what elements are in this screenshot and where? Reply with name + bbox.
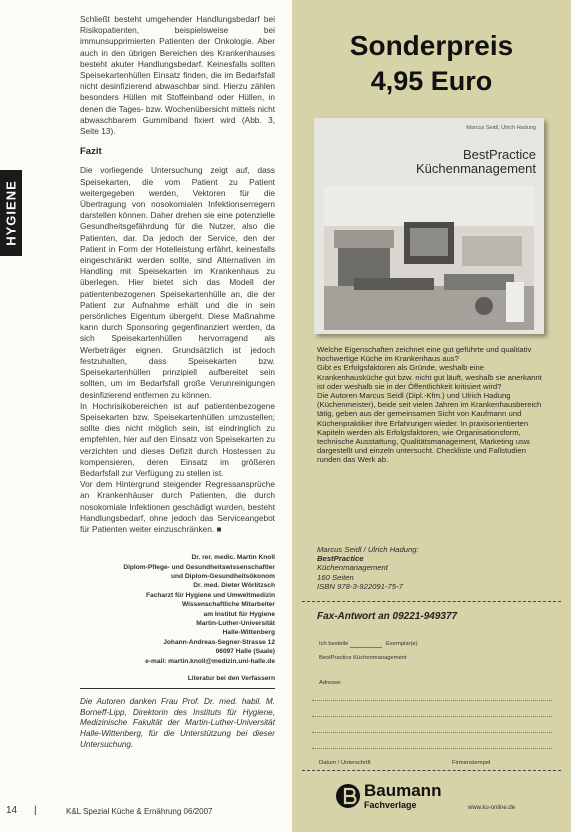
- author-line: Facharzt für Hygiene und Umweltmedizin: [146, 591, 275, 599]
- address-line[interactable]: [312, 700, 552, 701]
- acknowledgement: Die Autoren danken Frau Prof. Dr. med. habil. M. Borneff-Lipp, Direktorin des Instituts für Hygiene, Medizinische Fakultät der Martin-Luther-Universität Halle-Wittenberg, für die Unterstützung bei dieser Untersuchung.: [80, 697, 275, 749]
- author-line: Diplom-Pflege- und Gesundheitswissenschaftler: [123, 563, 275, 571]
- article-heading-fazit: Fazit: [80, 146, 102, 158]
- author-email[interactable]: e-mail: martin.knoll@medizin.uni-halle.de: [145, 657, 275, 665]
- ad-description-3: Die Autoren Marcus Seidl (Dipl.-Kfm.) und Ulrich Hadung (Küchenmeister), beide seit vielen Jahren im Krankenhausbereich tätig, geben aus der gemeinsamen Sicht von Kaufmann und Küchenpraktiker ihre Erfahrungen wieder. In praxisorientierten Kapiteln werden als Erfolgsfaktoren, wie Organisationsform, technische Ausstattung, Qualitätsmanagement, Marketing usw. dargestellt und einzeln untersucht. Checkliste und Fallstudien runden das Werk ab.: [317, 391, 542, 465]
- section-tab-label: HYGIENE: [3, 180, 19, 246]
- article-paragraph-1: Die vorliegende Untersuchung zeigt auf, dass Speisekarten, die vom Patient zu Patient weitergegeben werden, Vektoren für die Übertragung von nosokomialen Infektionserregern darstellen können. Daher drehen sie eine potenzielle Gesundheitsgefährdung für die Nutzer, also die Patienten, dar. Da jedoch der Service, den der Patient in Form der Hotelleistung erfährt, keinesfalls eingeschränkt werden sollte, sind Alternativen im Handling mit Speisekarten im Krankenhaus zu überlegen. Hier bietet sich das Modell der patientenbezogenen Speisekartenhülle an, die der Patient zur Aufnahme erhält und die in sein persönliches Eigentum übergeht. Diese Maßnahme kann durch Sponsoring gegenfinanziert werden, da sich Speisekartenhüllen hervorragend als Werbeträger eignen. Grundsätzlich ist jedoch festzuhalten, dass Speisekarten bzw. Speisekartenhüllen prinzipiell aufbereitet sein sollten, um im Bedarfsfall große Verunreinigungen desinfizierend entfernen zu können.: [80, 165, 275, 400]
- section-tab-hygiene: [0, 170, 22, 256]
- article-paragraph-3: Vor dem Hintergrund steigender Regressansprüche an Krankenhäuser durch Patienten, die durch nosokomiale Infektionen geschädigt wurden, besteht Handlungsbedarf, ohne jedoch das Serviceangebot für Patienten weiter einzuschränken. ■: [80, 479, 275, 534]
- author-line: Johann-Andreas-Segner-Strasse 12: [163, 638, 275, 646]
- publisher-subtitle: Fachverlage: [364, 800, 417, 810]
- book-details: [317, 545, 547, 591]
- article-intro: Schließt besteht umgehender Handlungsbedarf bei Risikopatienten, beispielsweise bei immunsupprimierten Patienten der Onkologie. Aber auch in den übrigen Bereichen des Krankenhauses besteht akuter Handlungsbedarf. Keinesfalls sollten Speisekartenhüllen Einsatz finden, die im Bedarfsfall nicht desinfizierend abwaschbar sind. Hierzu zählen besonders Hüllen mit Stoffeinband oder Hüllen, in denen die Tages- bzw. Wochenübersicht mittels nicht abwaschbarem Gummiband fixiert wird (Abb. 3, Seite 13).: [80, 14, 275, 137]
- book-title-line: Küchenmanagement: [416, 161, 536, 176]
- publication-name: K&L Spezial Küche & Ernährung 06/2007: [66, 807, 213, 816]
- ad-price: 4,95 Euro: [370, 66, 493, 96]
- copies-label: Exemplar(e): [386, 641, 418, 647]
- ad-description-2: Gibt es Erfolgsfaktoren als Gründe, weshalb eine Krankenhausküche gut bzw. nicht gut läuft, weshalb sie anerkannt ist oder weshalb sie in der Öffentlichkeit kritisiert wird?: [317, 363, 542, 391]
- publisher-name: Baumann: [364, 781, 442, 800]
- author-line: Dr. rer. medic. Martin Knoll: [191, 554, 275, 562]
- book-meta-authors: Marcus Seidl / Ulrich Hadung:: [317, 545, 419, 554]
- address-line[interactable]: [312, 716, 552, 717]
- footer-separator: |: [34, 805, 37, 816]
- author-line: 06097 Halle (Saale): [215, 648, 275, 656]
- author-block: [80, 553, 275, 666]
- cut-line: [302, 601, 561, 602]
- address-label: Adresse:: [319, 680, 342, 686]
- book-meta-subtitle: Küchenmanagement: [317, 563, 388, 573]
- book-meta-title: BestPractice: [317, 554, 364, 564]
- publisher-url[interactable]: www.ku-online.de: [468, 805, 516, 811]
- author-line: am Institut für Hygiene: [203, 610, 275, 618]
- book-advertisement: [292, 0, 571, 832]
- signature-label: Datum / Unterschrift: [319, 760, 371, 766]
- cut-line: [302, 770, 561, 771]
- author-line: Martin-Luther-Universität: [196, 619, 275, 627]
- book-cover: [314, 118, 544, 334]
- ad-description-1: Welche Eigenschaften zeichnet eine gut geführte und qualitativ hochwertige Küche im Krankenhaus aus?: [317, 345, 532, 364]
- address-line[interactable]: [312, 732, 552, 733]
- order-quantity-field[interactable]: [350, 647, 382, 648]
- baumann-logo-icon: [336, 784, 360, 808]
- book-title-line: BestPractice: [463, 147, 536, 162]
- fax-order-heading: Fax-Antwort an 09221-949377: [317, 611, 458, 622]
- book-cover-authors: Marcus Seidl, Ulrich Hadung: [466, 125, 536, 131]
- order-book-title: BestPractice Küchenmanagement: [319, 655, 407, 661]
- book-meta-isbn: ISBN 978-3-922091-75-7: [317, 581, 403, 591]
- page-number: 14: [6, 805, 18, 816]
- literature-note: Literatur bei den Verfassern: [187, 675, 275, 683]
- stamp-label: Firmenstempel: [452, 760, 491, 766]
- author-line: Halle-Wittenberg: [222, 629, 275, 637]
- author-line: und Diplom-Gesundheitsökonom: [170, 572, 275, 580]
- article-paragraph-2: In Hochrisikobereichen ist auf patientenbezogene Speisekarten bzw. Speisekartenhüllen umzustellen; sollte dies nicht möglich sein, ist eindringlich zu empfehlen, hier auf den Einsatz von Speisekarten zu verzichten und dieses Defizit durch Hostessen zu kompensieren, deren Einsatz im größeren Bedarfsfall zur Verfügung zu stellen ist.: [80, 400, 275, 478]
- address-line[interactable]: [312, 748, 552, 749]
- book-meta-pages: 160 Seiten: [317, 572, 354, 582]
- divider: [80, 688, 275, 689]
- kitchen-photo: [324, 186, 534, 330]
- article-column: [80, 14, 275, 750]
- ad-headline: Sonderpreis: [349, 30, 514, 61]
- order-label: Ich bestelle: [319, 641, 349, 647]
- author-line: Dr. med. Dieter Wörlitzsch: [193, 582, 275, 590]
- book-cover-title: [416, 148, 536, 176]
- author-line: Wissenschaftliche Mitarbeiter: [181, 601, 275, 609]
- ad-description: [317, 345, 547, 465]
